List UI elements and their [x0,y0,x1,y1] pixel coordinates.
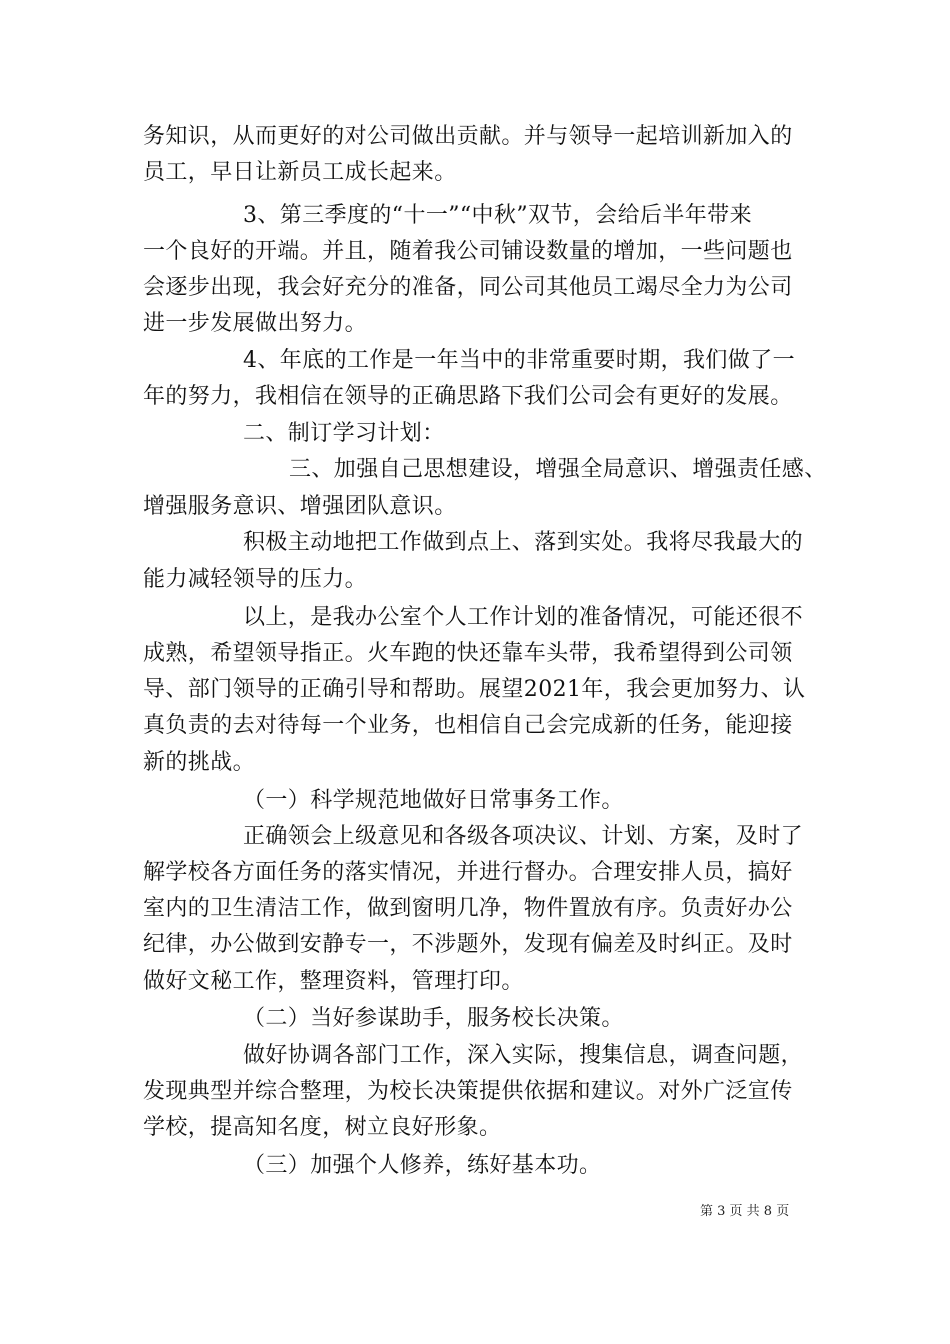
body-text-line: 进一步发展做出努力。 [143,311,368,336]
body-text-line: 新的挑战。 [143,750,256,775]
body-text-line: 成熟，希望领导指正。火车跑的快还靠车头带，我希望得到公司领 [143,641,793,666]
body-text-line: 一个良好的开端。并且，随着我公司铺设数量的增加，一些问题也 [143,239,793,264]
body-text-line: 以上，是我办公室个人工作计划的准备情况，可能还很不 [243,605,804,630]
body-text-line: 正确领会上级意见和各级各项决议、计划、方案，及时了 [243,824,804,849]
body-text-line: 会逐步出现，我会好充分的准备，同公司其他员工竭尽全力为公司 [143,275,793,300]
body-text-line: 做好协调各部门工作，深入实际，搜集信息，调查问题， [243,1043,804,1068]
body-text-line: 做好文秘工作，整理资料，管理打印。 [143,969,524,994]
body-text-line: 解学校各方面任务的落实情况，并进行督办。合理安排人员，搞好 [143,860,793,885]
body-text-line: 员工，早日让新员工成长起来。 [143,160,457,185]
body-text-line: 真负责的去对待每一个业务，也相信自己会完成新的任务，能迎接 [143,713,793,738]
body-text-line: 导、部门领导的正确引导和帮助。展望2021年，我会更加努力、认 [143,677,806,702]
body-text-line: 室内的卫生清洁工作，做到窗明几净，物件置放有序。负责好办公 [143,896,793,921]
body-text-line: 发现典型并综合整理，为校长决策提供依据和建议。对外广泛宣传 [143,1079,793,1104]
body-text-line: 4、年底的工作是一年当中的非常重要时期，我们做了一 [243,348,795,373]
body-text-line: 年的努力，我相信在领导的正确思路下我们公司会有更好的发展。 [143,384,793,409]
section-heading: （一）科学规范地做好日常事务工作。 [243,788,624,813]
section-heading: （三）加强个人修养，练好基本功。 [243,1153,602,1178]
body-text-line: 积极主动地把工作做到点上、落到实处。我将尽我最大的 [243,530,804,555]
section-heading: 二、制订学习计划： [243,421,445,446]
body-text-line: 能力减轻领导的压力。 [143,567,368,592]
page-number: 第 3 页 共 8 页 [700,1204,790,1219]
body-text-line: 学校，提高知名度，树立良好形象。 [143,1115,502,1140]
body-text-line: 纪律，办公做到安静专一，不涉题外，发现有偏差及时纠正。及时 [143,932,793,957]
section-heading: （二）当好参谋助手，服务校长决策。 [243,1006,624,1031]
section-heading: 三、加强自己思想建设，增强全局意识、增强责任感、 [289,457,827,482]
body-text-line: 增强服务意识、增强团队意识。 [143,494,457,519]
body-text-line: 务知识，从而更好的对公司做出贡献。并与领导一起培训新加入的 [143,124,793,149]
body-text-line: 3、第三季度的“十一”“中秋”双节，会给后半年带来 [243,203,752,228]
